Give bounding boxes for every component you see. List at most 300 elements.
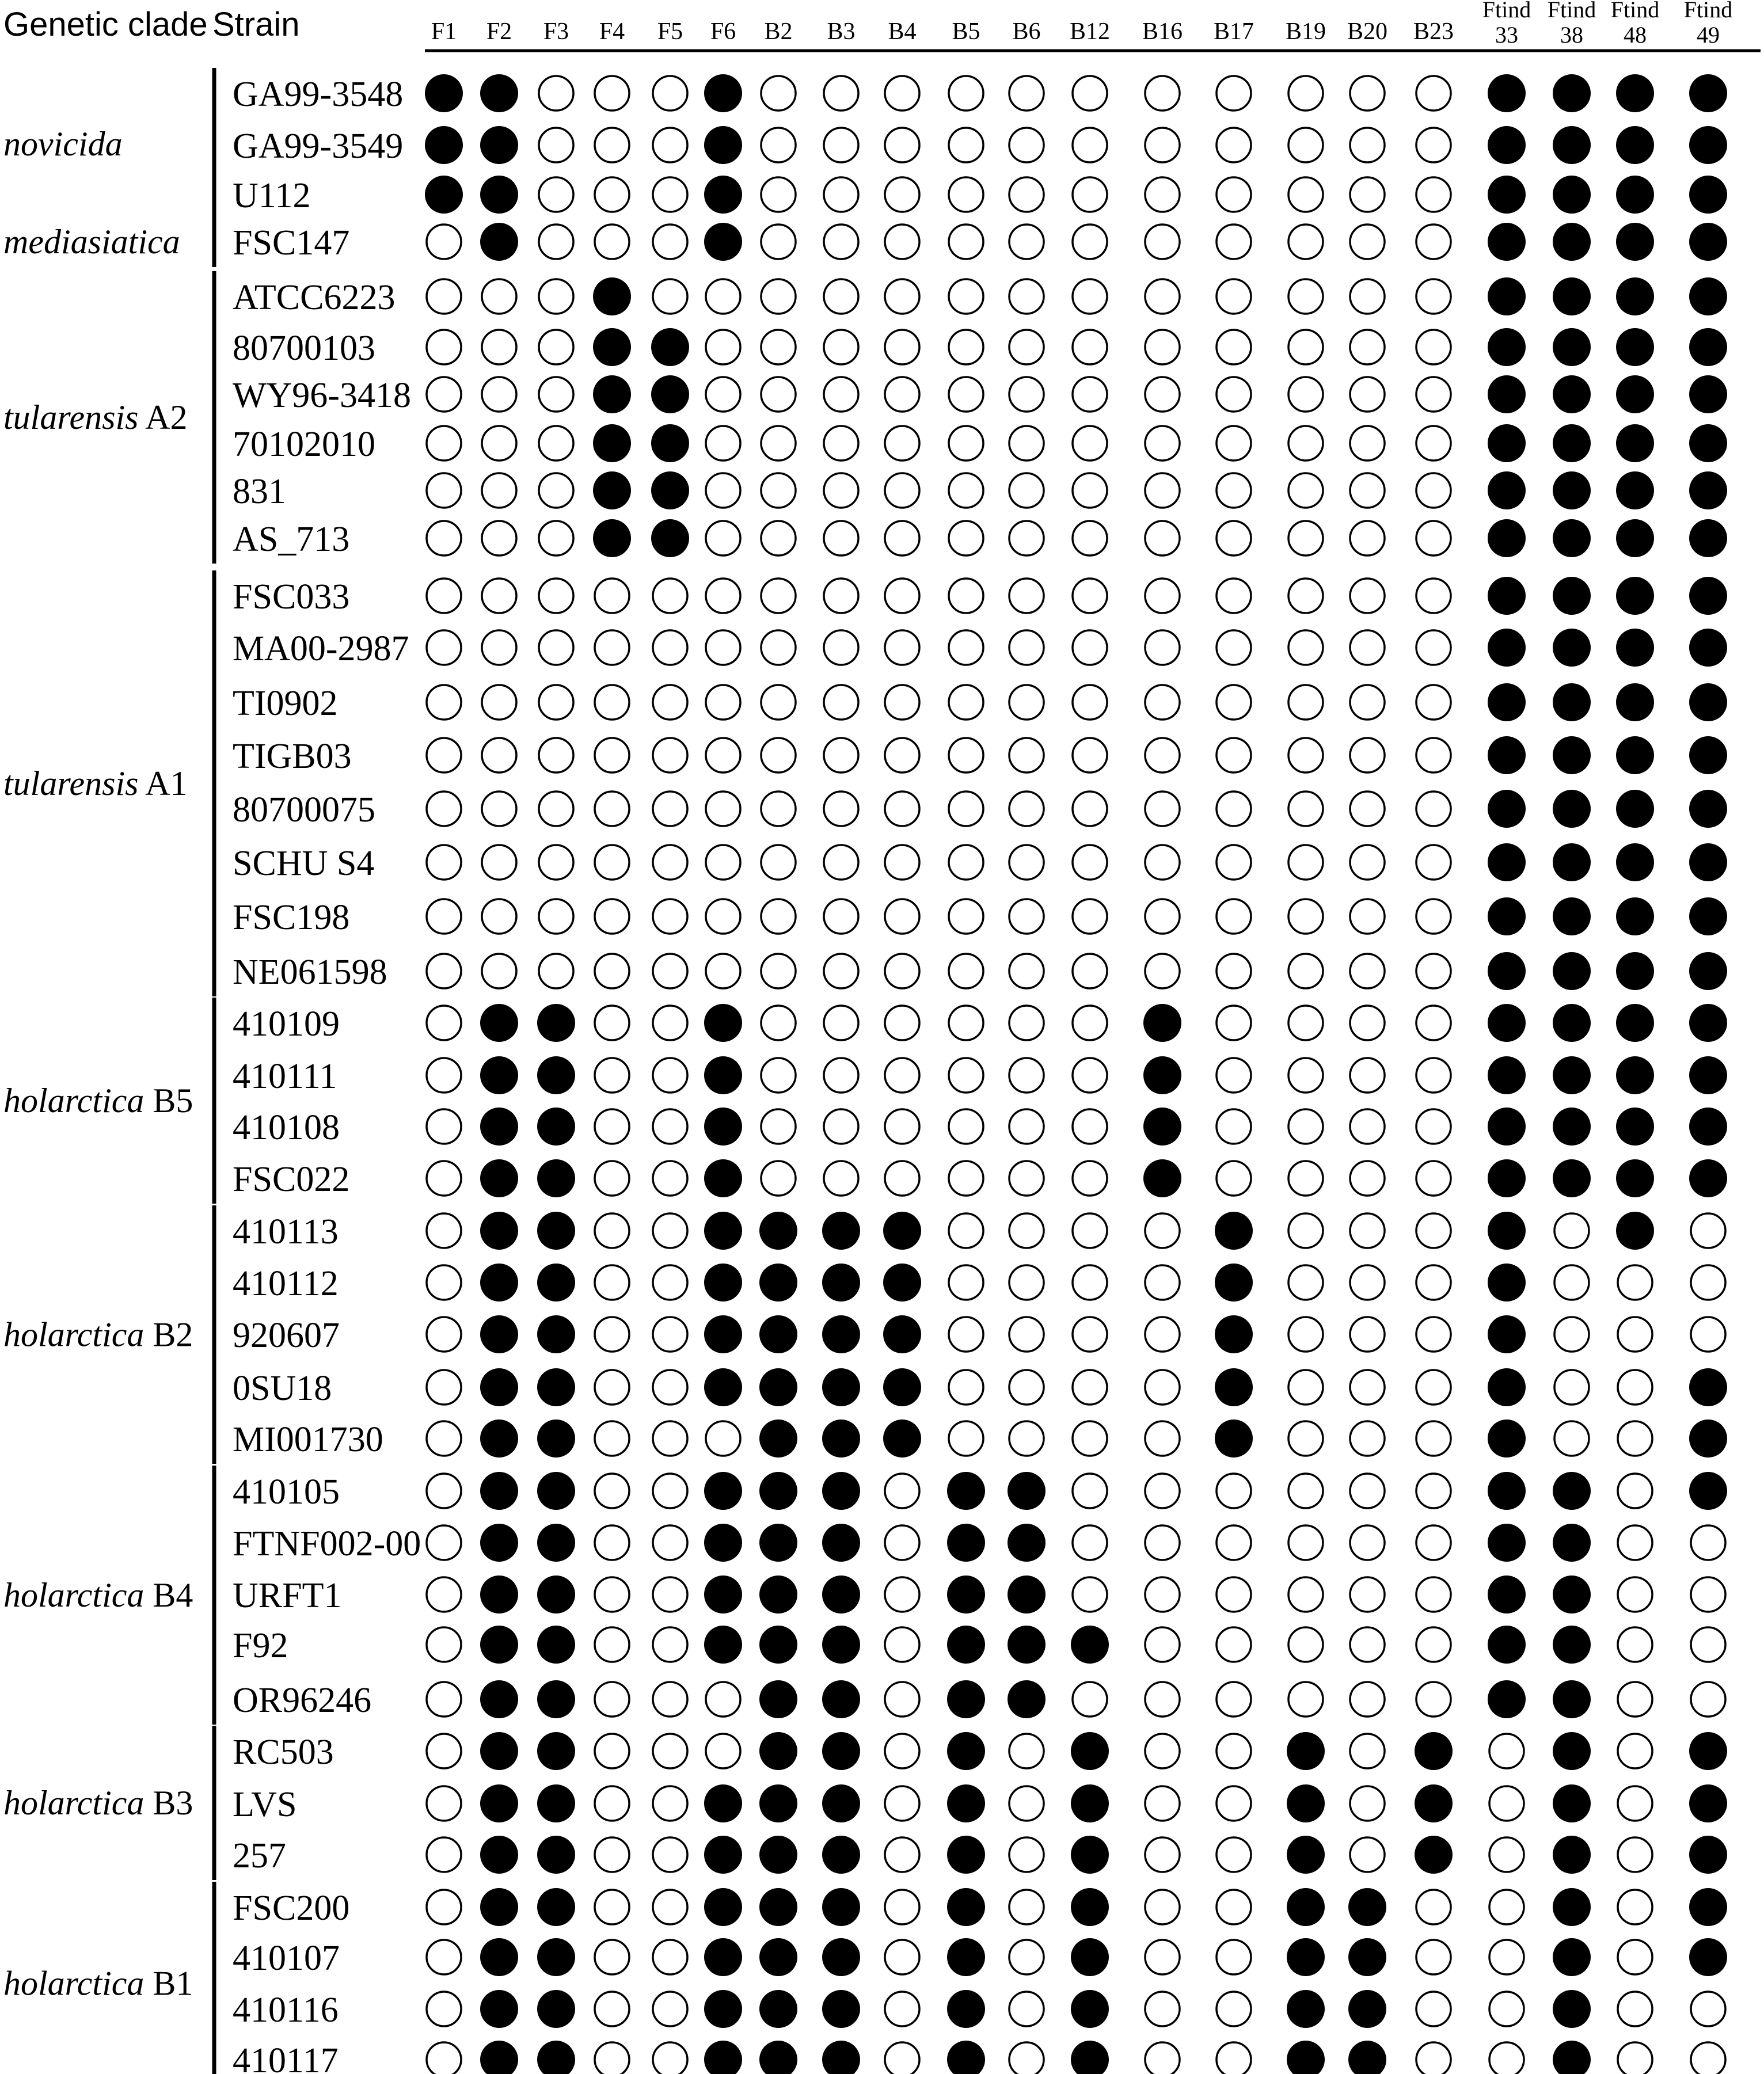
- open-dot: [706, 473, 740, 508]
- filled-dot: [822, 1784, 860, 1822]
- filled-dot: [480, 176, 518, 214]
- strain-label: 410112: [233, 1264, 339, 1303]
- open-dot: [1145, 685, 1180, 720]
- open-dot: [1009, 899, 1044, 934]
- open-dot: [1416, 685, 1451, 720]
- strain-label: TI0902: [233, 684, 338, 723]
- open-dot: [1216, 954, 1251, 988]
- filled-dot: [1488, 1212, 1526, 1250]
- filled-dot: [651, 375, 689, 413]
- filled-dot: [704, 126, 742, 164]
- filled-dot: [704, 1836, 742, 1874]
- open-dot: [1416, 1213, 1451, 1248]
- open-dot: [1009, 1109, 1044, 1144]
- strain-label: 257: [233, 1836, 286, 1875]
- open-dot: [949, 426, 983, 461]
- filled-dot: [1616, 1056, 1654, 1094]
- filled-dot: [759, 1938, 797, 1976]
- clade-suffix: B3: [144, 1784, 193, 1822]
- open-dot: [1350, 1006, 1385, 1040]
- open-dot: [482, 330, 516, 364]
- open-dot: [706, 954, 740, 988]
- open-dot: [885, 1058, 919, 1093]
- open-dot: [482, 738, 516, 772]
- open-dot: [595, 1525, 629, 1560]
- genotype-cells: [425, 74, 1727, 2074]
- filled-dot: [1071, 1732, 1109, 1770]
- clade-name: holarctica: [3, 1784, 145, 1822]
- open-dot: [1416, 224, 1451, 259]
- open-dot: [1009, 177, 1044, 212]
- open-dot: [1288, 1421, 1323, 1456]
- clade-name: holarctica: [3, 1315, 145, 1354]
- open-dot: [653, 1161, 687, 1196]
- filled-dot: [1553, 790, 1591, 828]
- open-dot: [1618, 1837, 1652, 1872]
- open-dot: [595, 1890, 629, 1924]
- open-dot: [949, 791, 983, 826]
- open-dot: [1145, 630, 1180, 665]
- open-dot: [1350, 1682, 1385, 1717]
- open-dot: [539, 279, 573, 314]
- filled-dot: [759, 1784, 797, 1822]
- filled-dot: [1488, 1264, 1526, 1302]
- filled-dot: [759, 1836, 797, 1874]
- filled-dot: [1488, 1626, 1526, 1664]
- open-dot: [1350, 1421, 1385, 1456]
- filled-dot: [593, 277, 631, 315]
- filled-dot: [822, 1732, 860, 1770]
- open-dot: [885, 377, 919, 412]
- open-dot: [1145, 1317, 1180, 1352]
- clade-label: [3, 1316, 193, 1354]
- filled-dot: [883, 1264, 921, 1302]
- filled-dot: [480, 1990, 518, 2028]
- filled-dot: [1553, 1472, 1591, 1510]
- filled-dot: [704, 1472, 742, 1510]
- open-dot: [1416, 1682, 1451, 1717]
- open-dot: [1009, 630, 1044, 665]
- clade-name: holarctica: [3, 1964, 145, 2003]
- filled-dot: [480, 1784, 518, 1822]
- open-dot: [1350, 1058, 1385, 1093]
- filled-dot: [1488, 577, 1526, 615]
- open-dot: [1554, 1213, 1589, 1248]
- open-dot: [1145, 1734, 1180, 1768]
- open-dot: [885, 791, 919, 826]
- filled-dot: [1488, 629, 1526, 667]
- open-dot: [1009, 76, 1044, 111]
- open-dot: [482, 685, 516, 720]
- open-dot: [885, 1992, 919, 2026]
- column-header: B20: [1347, 18, 1388, 45]
- open-dot: [1288, 1525, 1323, 1560]
- open-dot: [1216, 1734, 1251, 1768]
- open-dot: [706, 579, 740, 613]
- filled-dot: [704, 1784, 742, 1822]
- open-dot: [1350, 1577, 1385, 1612]
- open-dot: [1350, 224, 1385, 259]
- open-dot: [1145, 1474, 1180, 1508]
- open-dot: [595, 177, 629, 212]
- filled-dot: [1488, 1472, 1526, 1510]
- strain-label: 0SU18: [233, 1369, 332, 1408]
- open-dot: [427, 1734, 461, 1768]
- open-dot: [653, 1734, 687, 1768]
- open-dot: [1416, 1474, 1451, 1508]
- open-dot: [653, 1370, 687, 1405]
- strain-label: 80700075: [233, 790, 375, 829]
- open-dot: [427, 1940, 461, 1974]
- filled-dot: [537, 1576, 575, 1613]
- clade-suffix: A2: [138, 398, 188, 436]
- open-dot: [1288, 1682, 1323, 1717]
- open-dot: [1350, 1161, 1385, 1196]
- filled-dot: [1488, 1159, 1526, 1197]
- open-dot: [539, 224, 573, 259]
- open-dot: [653, 279, 687, 314]
- filled-dot: [1689, 683, 1727, 721]
- open-dot: [949, 738, 983, 772]
- open-dot: [427, 1058, 461, 1093]
- filled-dot: [1008, 1524, 1046, 1562]
- open-dot: [949, 1058, 983, 1093]
- filled-dot: [537, 1626, 575, 1664]
- filled-dot: [1689, 1472, 1727, 1510]
- filled-dot: [759, 1732, 797, 1770]
- open-dot: [1489, 1940, 1524, 1974]
- open-dot: [1009, 738, 1044, 772]
- open-dot: [595, 845, 629, 880]
- strain-label: RC503: [233, 1733, 334, 1772]
- open-dot: [1416, 1370, 1451, 1405]
- open-dot: [1691, 1265, 1725, 1300]
- open-dot: [1618, 1421, 1652, 1456]
- open-dot: [482, 845, 516, 880]
- filled-dot: [1689, 471, 1727, 509]
- open-dot: [761, 845, 796, 880]
- open-dot: [653, 1627, 687, 1662]
- open-dot: [653, 791, 687, 826]
- filled-dot: [704, 74, 742, 112]
- open-dot: [706, 377, 740, 412]
- open-dot: [482, 630, 516, 665]
- column-header-line2: 48: [1624, 22, 1647, 48]
- column-header-line1: Ftind: [1683, 0, 1733, 22]
- open-dot: [949, 845, 983, 880]
- open-dot: [482, 954, 516, 988]
- open-dot: [1618, 1786, 1652, 1821]
- open-dot: [595, 1265, 629, 1300]
- filled-dot: [1215, 1368, 1253, 1406]
- open-dot: [1288, 630, 1323, 665]
- filled-dot: [480, 1888, 518, 1926]
- open-dot: [1554, 1421, 1589, 1456]
- open-dot: [824, 279, 858, 314]
- open-dot: [427, 1474, 461, 1508]
- open-dot: [427, 1786, 461, 1821]
- open-dot: [706, 330, 740, 364]
- filled-dot: [1488, 1004, 1526, 1042]
- header-genetic-clade: Genetic clade: [3, 6, 208, 43]
- open-dot: [949, 899, 983, 934]
- open-dot: [824, 76, 858, 111]
- open-dot: [949, 279, 983, 314]
- filled-dot: [1616, 897, 1654, 935]
- open-dot: [824, 954, 858, 988]
- open-dot: [885, 845, 919, 880]
- open-dot: [1145, 738, 1180, 772]
- filled-dot: [1616, 176, 1654, 214]
- open-dot: [595, 128, 629, 162]
- open-dot: [427, 279, 461, 314]
- filled-dot: [883, 1315, 921, 1353]
- filled-dot: [1616, 683, 1654, 721]
- filled-dot: [1689, 176, 1727, 214]
- filled-dot: [704, 176, 742, 214]
- open-dot: [1009, 1890, 1044, 1924]
- filled-dot: [1071, 1784, 1109, 1822]
- open-dot: [482, 899, 516, 934]
- open-dot: [1350, 845, 1385, 880]
- open-dot: [1618, 1265, 1652, 1300]
- strain-label: 70102010: [233, 425, 375, 464]
- open-dot: [595, 224, 629, 259]
- open-dot: [1416, 1627, 1451, 1662]
- filled-dot: [1553, 897, 1591, 935]
- open-dot: [1288, 1474, 1323, 1508]
- open-dot: [1288, 1006, 1323, 1040]
- open-dot: [1145, 1682, 1180, 1717]
- filled-dot: [883, 1212, 921, 1250]
- open-dot: [1288, 738, 1323, 772]
- open-dot: [1288, 279, 1323, 314]
- open-dot: [949, 521, 983, 555]
- open-dot: [1416, 1161, 1451, 1196]
- filled-dot: [1488, 736, 1526, 774]
- open-dot: [1145, 521, 1180, 555]
- filled-dot: [1553, 375, 1591, 413]
- strain-label: 410116: [233, 1991, 339, 2030]
- filled-dot: [480, 74, 518, 112]
- open-dot: [761, 224, 796, 259]
- open-dot: [1216, 791, 1251, 826]
- open-dot: [824, 579, 858, 613]
- filled-dot: [593, 519, 631, 557]
- open-dot: [653, 76, 687, 111]
- open-dot: [482, 473, 516, 508]
- open-dot: [885, 1474, 919, 1508]
- filled-dot: [947, 1576, 985, 1613]
- column-header-line1: Ftind: [1547, 0, 1596, 22]
- open-dot: [1288, 76, 1323, 111]
- open-dot: [653, 1992, 687, 2026]
- open-dot: [1073, 954, 1107, 988]
- open-dot: [653, 1421, 687, 1456]
- open-dot: [1288, 377, 1323, 412]
- open-dot: [1416, 579, 1451, 613]
- filled-dot: [1553, 277, 1591, 315]
- open-dot: [1216, 579, 1251, 613]
- open-dot: [595, 1474, 629, 1508]
- open-dot: [761, 330, 796, 364]
- open-dot: [1145, 426, 1180, 461]
- open-dot: [539, 791, 573, 826]
- open-dot: [1288, 330, 1323, 364]
- open-dot: [427, 1992, 461, 2026]
- clade-name: novicida: [3, 125, 123, 163]
- open-dot: [885, 473, 919, 508]
- open-dot: [427, 1265, 461, 1300]
- clade-name: holarctica: [3, 1082, 145, 1120]
- filled-dot: [1616, 952, 1654, 990]
- open-dot: [1691, 1577, 1725, 1612]
- open-dot: [1288, 845, 1323, 880]
- open-dot: [1288, 1161, 1323, 1196]
- filled-dot: [1553, 1056, 1591, 1094]
- filled-dot: [1287, 1938, 1325, 1976]
- open-dot: [427, 1627, 461, 1662]
- strain-label: 831: [233, 472, 286, 511]
- open-dot: [1350, 791, 1385, 826]
- filled-dot: [1689, 897, 1727, 935]
- clade-label: [3, 1082, 193, 1120]
- clade-label: [3, 1784, 193, 1822]
- filled-dot: [480, 1108, 518, 1146]
- open-dot: [427, 954, 461, 988]
- open-dot: [1416, 1109, 1451, 1144]
- filled-dot: [1553, 1004, 1591, 1042]
- strain-label: URFT1: [233, 1576, 342, 1615]
- column-header: B23: [1413, 18, 1454, 45]
- open-dot: [1618, 1474, 1652, 1508]
- open-dot: [1216, 845, 1251, 880]
- filled-dot: [1008, 1472, 1046, 1510]
- filled-dot: [1488, 1056, 1526, 1094]
- filled-dot: [1215, 1264, 1253, 1302]
- open-dot: [1216, 330, 1251, 364]
- filled-dot: [759, 1472, 797, 1510]
- filled-dot: [1689, 1888, 1727, 1926]
- clade-label: [3, 764, 188, 802]
- filled-dot: [1415, 1784, 1453, 1822]
- open-dot: [653, 1837, 687, 1872]
- column-header: B5: [952, 18, 980, 45]
- open-dot: [1145, 1627, 1180, 1662]
- filled-dot: [947, 1626, 985, 1664]
- filled-dot: [822, 1264, 860, 1302]
- clade-label: [3, 223, 180, 261]
- filled-dot: [1616, 519, 1654, 557]
- open-dot: [427, 224, 461, 259]
- open-dot: [1618, 1682, 1652, 1717]
- column-header: B19: [1285, 18, 1326, 45]
- filled-dot: [1616, 843, 1654, 881]
- strain-label: OR96246: [233, 1681, 372, 1720]
- filled-dot: [759, 1626, 797, 1664]
- filled-dot: [537, 1368, 575, 1406]
- open-dot: [1145, 1577, 1180, 1612]
- open-dot: [1416, 473, 1451, 508]
- filled-dot: [759, 2041, 797, 2074]
- open-dot: [1009, 685, 1044, 720]
- filled-dot: [759, 1990, 797, 2028]
- open-dot: [1288, 1370, 1323, 1405]
- filled-dot: [537, 1056, 575, 1094]
- strain-label: FSC200: [233, 1889, 350, 1928]
- open-dot: [1009, 377, 1044, 412]
- column-header: B16: [1142, 18, 1183, 45]
- filled-dot: [480, 126, 518, 164]
- filled-dot: [1689, 1836, 1727, 1874]
- open-dot: [427, 1525, 461, 1560]
- open-dot: [824, 521, 858, 555]
- open-dot: [1216, 1109, 1251, 1144]
- open-dot: [761, 128, 796, 162]
- filled-dot: [593, 471, 631, 509]
- filled-dot: [537, 1784, 575, 1822]
- filled-dot: [1553, 176, 1591, 214]
- open-dot: [885, 1161, 919, 1196]
- open-dot: [706, 1734, 740, 1768]
- open-dot: [885, 224, 919, 259]
- open-dot: [1489, 1837, 1524, 1872]
- open-dot: [595, 1058, 629, 1093]
- open-dot: [1350, 630, 1385, 665]
- open-dot: [595, 899, 629, 934]
- filled-dot: [1553, 1680, 1591, 1718]
- filled-dot: [1008, 1680, 1046, 1718]
- open-dot: [1416, 330, 1451, 364]
- filled-dot: [822, 1472, 860, 1510]
- clade-suffix: B5: [144, 1082, 193, 1120]
- filled-dot: [480, 1315, 518, 1353]
- filled-dot: [1287, 1888, 1325, 1926]
- open-dot: [427, 579, 461, 613]
- filled-dot: [1071, 1990, 1109, 2028]
- open-dot: [1073, 1525, 1107, 1560]
- open-dot: [427, 1837, 461, 1872]
- filled-dot: [593, 328, 631, 366]
- open-dot: [1416, 1577, 1451, 1612]
- open-dot: [427, 1006, 461, 1040]
- open-dot: [1145, 473, 1180, 508]
- filled-dot: [480, 1680, 518, 1718]
- strain-label: FSC033: [233, 577, 350, 617]
- filled-dot: [1553, 577, 1591, 615]
- open-dot: [427, 473, 461, 508]
- strain-label: FSC198: [233, 898, 350, 937]
- filled-dot: [1689, 952, 1727, 990]
- filled-dot: [1488, 74, 1526, 112]
- open-dot: [653, 2042, 687, 2074]
- filled-dot: [947, 1784, 985, 1822]
- filled-dot: [1616, 126, 1654, 164]
- open-dot: [595, 1786, 629, 1821]
- open-dot: [1416, 521, 1451, 555]
- open-dot: [1350, 579, 1385, 613]
- filled-dot: [1348, 2041, 1386, 2074]
- open-dot: [885, 521, 919, 555]
- filled-dot: [822, 1212, 860, 1250]
- filled-dot: [759, 1315, 797, 1353]
- open-dot: [1618, 1577, 1652, 1612]
- filled-dot: [1616, 471, 1654, 509]
- filled-dot: [1488, 1315, 1526, 1353]
- filled-dot: [1488, 790, 1526, 828]
- filled-dot: [480, 1212, 518, 1250]
- open-dot: [1288, 1058, 1323, 1093]
